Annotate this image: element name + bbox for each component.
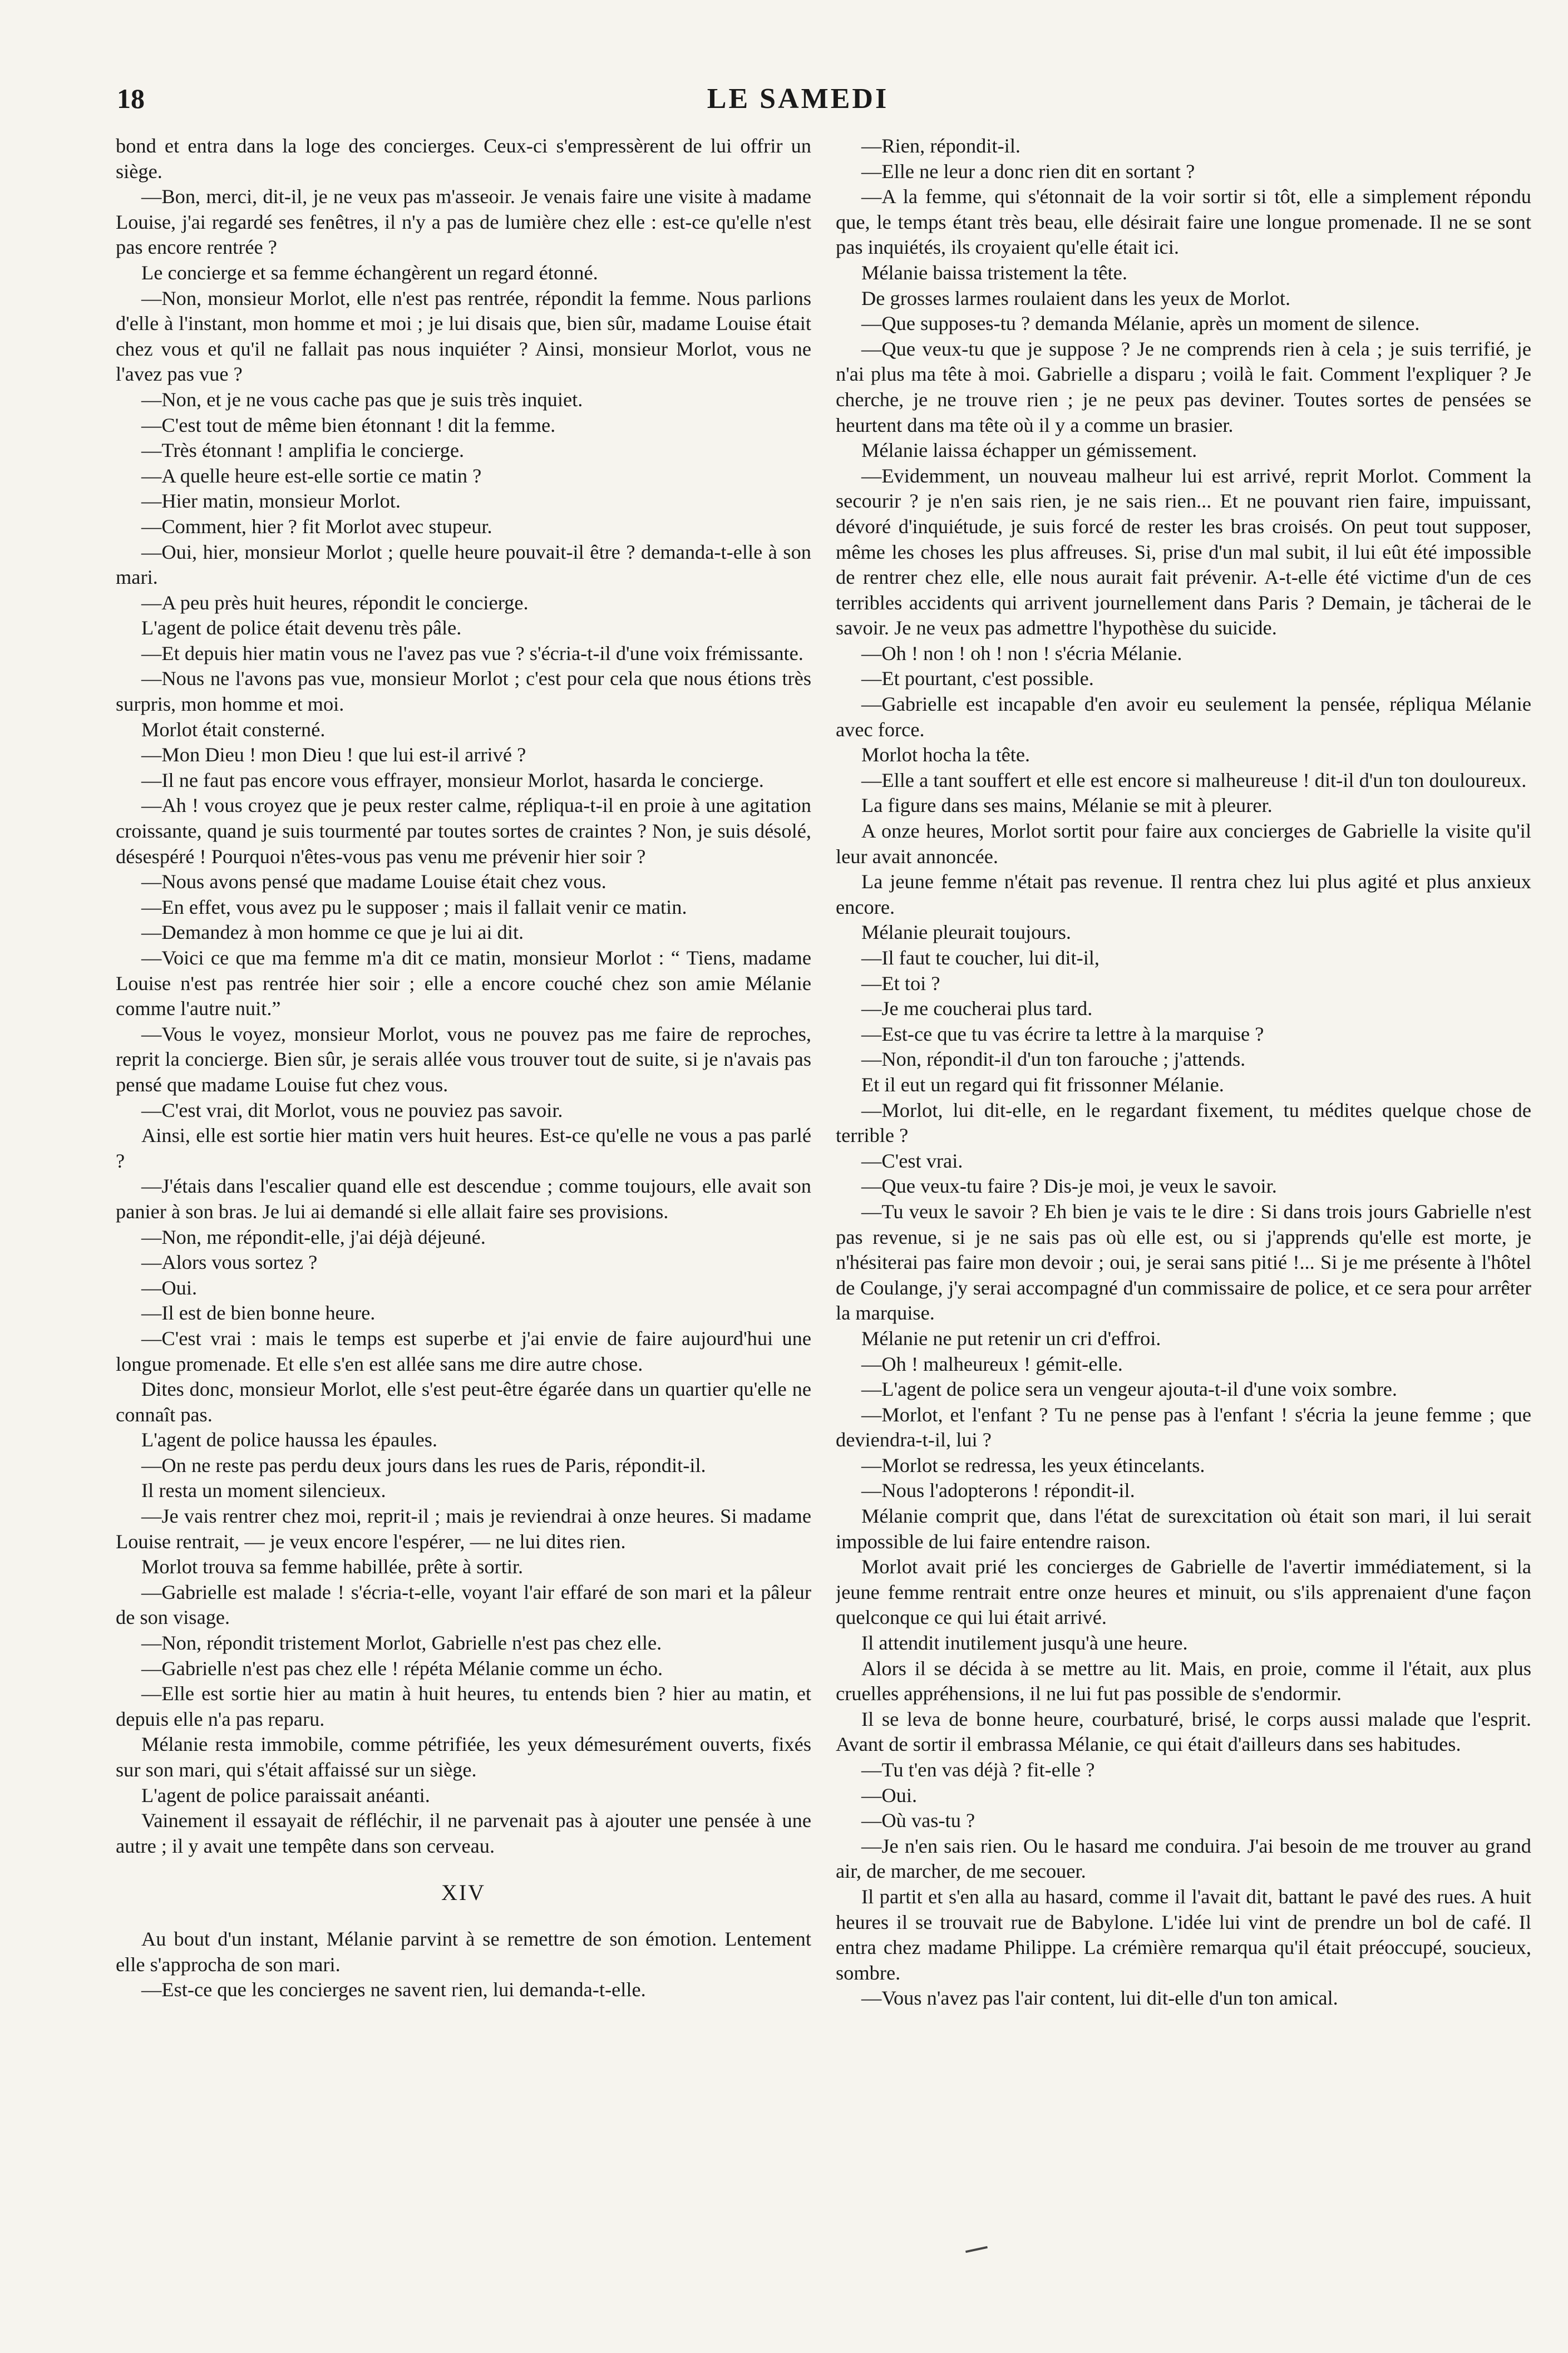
paragraph: L'agent de police était devenu très pâle. xyxy=(141,617,462,639)
paragraph: —Il ne faut pas encore vous effrayer, monsieur Morlot, hasarda le concierge. xyxy=(141,769,764,791)
paragraph: —Il faut te coucher, lui dit-il, xyxy=(861,947,1100,969)
paragraph: —Non, monsieur Morlot, elle n'est pas rentrée, répondit la femme. Nous parlions d'elle à l'instant, mon homme et moi ; je lui disais que, bien sûr, madame Louise était chez vous et qu'il ne fallait pas nous inquiéter ? Ainsi, monsieur Morlot, vous ne l'avez pas vue ? xyxy=(116,287,811,386)
paragraph: —Est-ce que tu vas écrire ta lettre à la marquise ? xyxy=(861,1022,1264,1045)
paragraph: —Tu t'en vas déjà ? fit-elle ? xyxy=(861,1759,1095,1781)
paragraph: —Que veux-tu que je suppose ? Je ne comprends rien à cela ; je suis terrifié, je n'ai plus ma tête à moi. Gabrielle a disparu ; voilà le fait. Comment l'expliquer ? Je cherche, je ne trouve rien ; je ne peux pas deviner. Toutes sortes de pensées se heurtent dans ma tête où il y a comme un brasier. xyxy=(836,337,1531,436)
paragraph: Et il eut un regard qui fit frissonner Mélanie. xyxy=(861,1073,1224,1096)
paragraph: —J'étais dans l'escalier quand elle est descendue ; comme toujours, elle avait son panier à son bras. Je lui ai demandé si elle allait faire ses provisions. xyxy=(116,1175,811,1223)
paragraph: —C'est vrai, dit Morlot, vous ne pouviez pas savoir. xyxy=(141,1099,563,1121)
paragraph: —Elle est sortie hier au matin à huit heures, tu entends bien ? hier au matin, et depuis elle n'a pas reparu. xyxy=(116,1682,811,1730)
paragraph: Morlot trouva sa femme habillée, prête à sortir. xyxy=(141,1555,524,1578)
paragraph: Il se leva de bonne heure, courbaturé, brisé, le corps aussi malade que l'esprit. Avant de sortir il embrassa Mélanie, ce qui était d'ailleurs dans ses habitudes. xyxy=(836,1707,1531,1756)
paragraph: —Nous ne l'avons pas vue, monsieur Morlot ; c'est pour cela que nous étions très surpris, mon homme et moi. xyxy=(116,667,811,716)
paragraph: Il resta un moment silencieux. xyxy=(141,1479,386,1502)
paragraph: —Evidemment, un nouveau malheur lui est arrivé, reprit Morlot. Comment la secourir ? je n'en sais rien, je ne sais rien... Et ne pouvant rien faire, impuissant, dévoré d'inquiétude, je suis forcé de rester les bras croisés. On peut tout supposer, même les choses les plus affreuses. Si, prise d'un mal subit, il lui eût été impossible de rentrer chez elle, elle nous aurait fait prévenir. A-t-elle été victime d'un de ces terribles accidents qui arrivent journellement dans Paris ? Demain, je tâcherai de le savoir. Je ne veux pas admettre l'hypothèse du suicide. xyxy=(836,464,1531,639)
paragraph: —Non, répondit-il d'un ton farouche ; j'attends. xyxy=(861,1048,1246,1071)
paragraph: Mélanie ne put retenir un cri d'effroi. xyxy=(861,1327,1161,1350)
paragraph: —Bon, merci, dit-il, je ne veux pas m'asseoir. Je venais faire une visite à madame Louise, j'ai regardé ses fenêtres, il n'y a pas de lumière chez elle : est-ce qu'elle n'est pas encore rentrée ? xyxy=(116,185,811,259)
paragraph: —Il est de bien bonne heure. xyxy=(141,1302,376,1325)
paragraph: —Nous l'adopterons ! répondit-il. xyxy=(861,1479,1135,1502)
paragraph: —Oui, hier, monsieur Morlot ; quelle heure pouvait-il être ? demanda-t-elle à son mari. xyxy=(116,540,811,589)
paragraph: —A la femme, qui s'étonnait de la voir sortir si tôt, elle a simplement répondu que, le temps étant très beau, elle désirait faire une longue promenade. Il ne se sont pas inquiétés, ils croyaient qu'elle était ici. xyxy=(836,185,1531,259)
paragraph: —Gabrielle est malade ! s'écria-t-elle, voyant l'air effaré de son mari et la pâleur de son visage. xyxy=(116,1581,811,1629)
paragraph: Alors il se décida à se mettre au lit. Mais, en proie, comme il l'était, aux plus cruelles appréhensions, il ne lui fut pas possible de s'endormir. xyxy=(836,1657,1531,1705)
paragraph: —Et pourtant, c'est possible. xyxy=(861,667,1094,690)
paragraph: —Vous n'avez pas l'air content, lui dit-elle d'un ton amical. xyxy=(861,1987,1338,2010)
paragraph: —Mon Dieu ! mon Dieu ! que lui est-il arrivé ? xyxy=(141,744,526,766)
running-title: LE SAMEDI xyxy=(707,83,889,115)
chapter-heading: XIV xyxy=(441,1880,486,1906)
paragraph: —Non, me répondit-elle, j'ai déjà déjeuné. xyxy=(141,1225,486,1248)
paragraph: —Je vais rentrer chez moi, reprit-il ; mais je reviendrai à onze heures. Si madame Louise rentrait, — je veux encore l'espérer, — ne lui dites rien. xyxy=(116,1505,811,1553)
paragraph: Il attendit inutilement jusqu'à une heure. xyxy=(861,1632,1188,1655)
paragraph: —Voici ce que ma femme m'a dit ce matin, monsieur Morlot : “ Tiens, madame Louise n'est pas rentrée hier soir ; elle a encore couché chez son amie Mélanie comme l'autre nuit.” xyxy=(116,947,811,1020)
paragraph: —Vous le voyez, monsieur Morlot, vous ne pouvez pas me faire de reproches, reprit la concierge. Bien sûr, je serais allée vous trouver tout de suite, si je n'avais pas pensé que madame Louise fut chez vous. xyxy=(116,1022,811,1096)
paragraph: Morlot avait prié les concierges de Gabrielle de l'avertir immédiatement, si la jeune femme rentrait entre onze heures et minuit, ou s'ils apprenaient d'une façon quelconque ce qui lui était arrivé. xyxy=(836,1555,1531,1629)
paragraph: Morlot était consterné. xyxy=(141,718,326,741)
paragraph: L'agent de police haussa les épaules. xyxy=(141,1429,437,1451)
paragraph: —Elle ne leur a donc rien dit en sortant ? xyxy=(861,160,1195,183)
paragraph: La jeune femme n'était pas revenue. Il rentra chez lui plus agité et plus anxieux encore. xyxy=(836,870,1531,918)
paragraph: —Oh ! non ! oh ! non ! s'écria Mélanie. xyxy=(861,642,1182,664)
paragraph: —Et depuis hier matin vous ne l'avez pas vue ? s'écria-t-il d'une voix frémissante. xyxy=(141,642,803,664)
paragraph: —Demandez à mon homme ce que je lui ai dit. xyxy=(141,921,524,944)
paragraph: —Oui. xyxy=(861,1784,918,1806)
paragraph: —Non, répondit tristement Morlot, Gabrielle n'est pas chez elle. xyxy=(141,1632,662,1655)
paragraph: bond et entra dans la loge des concierges. Ceux-ci s'empressèrent de lui offrir un siège. xyxy=(116,135,811,183)
paragraph: A onze heures, Morlot sortit pour faire aux concierges de Gabrielle la visite qu'il leur avait annoncée. xyxy=(836,820,1531,868)
paragraph: —A peu près huit heures, répondit le concierge. xyxy=(141,591,529,614)
paragraph: —Non, et je ne vous cache pas que je suis très inquiet. xyxy=(141,388,583,411)
paragraph: —Morlot, lui dit-elle, en le regardant fixement, tu médites quelque chose de terrible ? xyxy=(836,1099,1531,1147)
paragraph: —Je n'en sais rien. Ou le hasard me conduira. J'ai besoin de me trouver au grand air, de marcher, de me secouer. xyxy=(836,1834,1531,1883)
paragraph: Dites donc, monsieur Morlot, elle s'est peut-être égarée dans un quartier qu'elle ne connaît pas. xyxy=(116,1378,811,1426)
paragraph: —Très étonnant ! amplifia le concierge. xyxy=(141,439,465,462)
paragraph: Vainement il essayait de réfléchir, il ne parvenait pas à ajouter une pensée à une autre ; il y avait une tempête dans son cerveau. xyxy=(116,1809,811,1857)
page-header xyxy=(117,82,1479,127)
paragraph: Mélanie baissa tristement la tête. xyxy=(861,261,1127,284)
paragraph: —Ah ! vous croyez que je peux rester calme, répliqua-t-il en proie à une agitation croissante, quand je suis tourmenté par toutes sortes de craintes ? Non, je suis désolé, désespéré ! Pourquoi n'êtes-vous pas venu me prévenir hier soir ? xyxy=(116,794,811,868)
paragraph: —Comment, hier ? fit Morlot avec stupeur. xyxy=(141,515,492,538)
paragraph: —Hier matin, monsieur Morlot. xyxy=(141,490,401,513)
paragraph: L'agent de police paraissait anéanti. xyxy=(141,1784,430,1806)
paragraph: Mélanie comprit que, dans l'état de surexcitation où était son mari, il lui serait impossible de lui faire entendre raison. xyxy=(836,1505,1531,1553)
left-column xyxy=(116,134,811,2260)
paragraph: —A quelle heure est-elle sortie ce matin ? xyxy=(141,464,482,487)
paragraph: —Et toi ? xyxy=(861,972,940,995)
right-column xyxy=(836,134,1531,2260)
paragraph: De grosses larmes roulaient dans les yeux de Morlot. xyxy=(861,287,1291,309)
paragraph: —On ne reste pas perdu deux jours dans les rues de Paris, répondit-il. xyxy=(141,1454,706,1476)
paragraph: Morlot hocha la tête. xyxy=(861,744,1030,766)
paragraph: —L'agent de police sera un vengeur ajouta-t-il d'une voix sombre. xyxy=(861,1378,1398,1401)
paragraph: Au bout d'un instant, Mélanie parvint à se remettre de son émotion. Lentement elle s'approcha de son mari. xyxy=(116,1927,811,1976)
paragraph: —Nous avons pensé que madame Louise était chez vous. xyxy=(141,870,607,893)
paragraph: —C'est vrai : mais le temps est superbe et j'ai envie de faire aujourd'hui une longue promenade. Et elle s'en est allée sans me dire autre chose. xyxy=(116,1327,811,1375)
paragraph: Il partit et s'en alla au hasard, comme il l'avait dit, battant le pavé des rues. A huit heures il se trouvait rue de Babylone. L'idée lui vint de prendre un bol de café. Il entra chez madame Philippe. La crémière remarqua qu'il était préoccupé, soucieux, sombre. xyxy=(836,1885,1531,1984)
paragraph: —Morlot, et l'enfant ? Tu ne pense pas à l'enfant ! s'écria la jeune femme ; que deviendra-t-il, lui ? xyxy=(836,1403,1531,1451)
paragraph: —Rien, répondit-il. xyxy=(861,135,1021,157)
paragraph: —Que supposes-tu ? demanda Mélanie, après un moment de silence. xyxy=(861,312,1420,335)
paragraph: —Gabrielle n'est pas chez elle ! répéta Mélanie comme un écho. xyxy=(141,1657,663,1680)
paragraph: —Que veux-tu faire ? Dis-je moi, je veux le savoir. xyxy=(861,1175,1277,1198)
paragraph: —Est-ce que les concierges ne savent rien, lui demanda-t-elle. xyxy=(141,1978,646,2001)
paragraph: Mélanie pleurait toujours. xyxy=(861,921,1071,944)
paragraph: —Oh ! malheureux ! gémit-elle. xyxy=(861,1352,1123,1375)
paragraph: —Morlot se redressa, les yeux étincelants. xyxy=(861,1454,1205,1476)
page-number: 18 xyxy=(117,83,145,114)
paragraph: —Gabrielle est incapable d'en avoir eu seulement la pensée, répliqua Mélanie avec force. xyxy=(836,693,1531,741)
paragraph: Ainsi, elle est sortie hier matin vers huit heures. Est-ce qu'elle ne vous a pas parlé ? xyxy=(116,1124,811,1172)
paragraph: La figure dans ses mains, Mélanie se mit à pleurer. xyxy=(861,794,1273,817)
paragraph: —C'est tout de même bien étonnant ! dit la femme. xyxy=(141,414,556,436)
paragraph: Mélanie laissa échapper un gémissement. xyxy=(861,439,1197,462)
paragraph: Mélanie resta immobile, comme pétrifiée, les yeux démesurément ouverts, fixés sur son mari, qui s'était affaissé sur un siège. xyxy=(116,1733,811,1781)
paragraph: —C'est vrai. xyxy=(861,1149,963,1172)
paragraph: —Oui. xyxy=(141,1276,198,1299)
paragraph: —Où vas-tu ? xyxy=(861,1809,975,1832)
paragraph: —En effet, vous avez pu le supposer ; mais il fallait venir ce matin. xyxy=(141,895,687,918)
paragraph: —Tu veux le savoir ? Eh bien je vais te le dire : Si dans trois jours Gabrielle n'est pas revenue, si je ne sais pas où elle est, ou si j'apprends qu'elle est morte, je n'hésiterai pas faire mon devoir ; oui, je serai sans pitié !... Si je me présente à l'hôtel de Coulange, j'y serai accompagné d'un commissaire de police, et ce sera pour arrêter la marquise. xyxy=(836,1200,1531,1325)
paragraph: Le concierge et sa femme échangèrent un regard étonné. xyxy=(141,261,598,284)
paragraph: —Je me coucherai plus tard. xyxy=(861,997,1093,1020)
paragraph: —Alors vous sortez ? xyxy=(141,1251,318,1274)
paragraph: —Elle a tant souffert et elle est encore si malheureuse ! dit-il d'un ton douloureux. xyxy=(861,769,1527,791)
